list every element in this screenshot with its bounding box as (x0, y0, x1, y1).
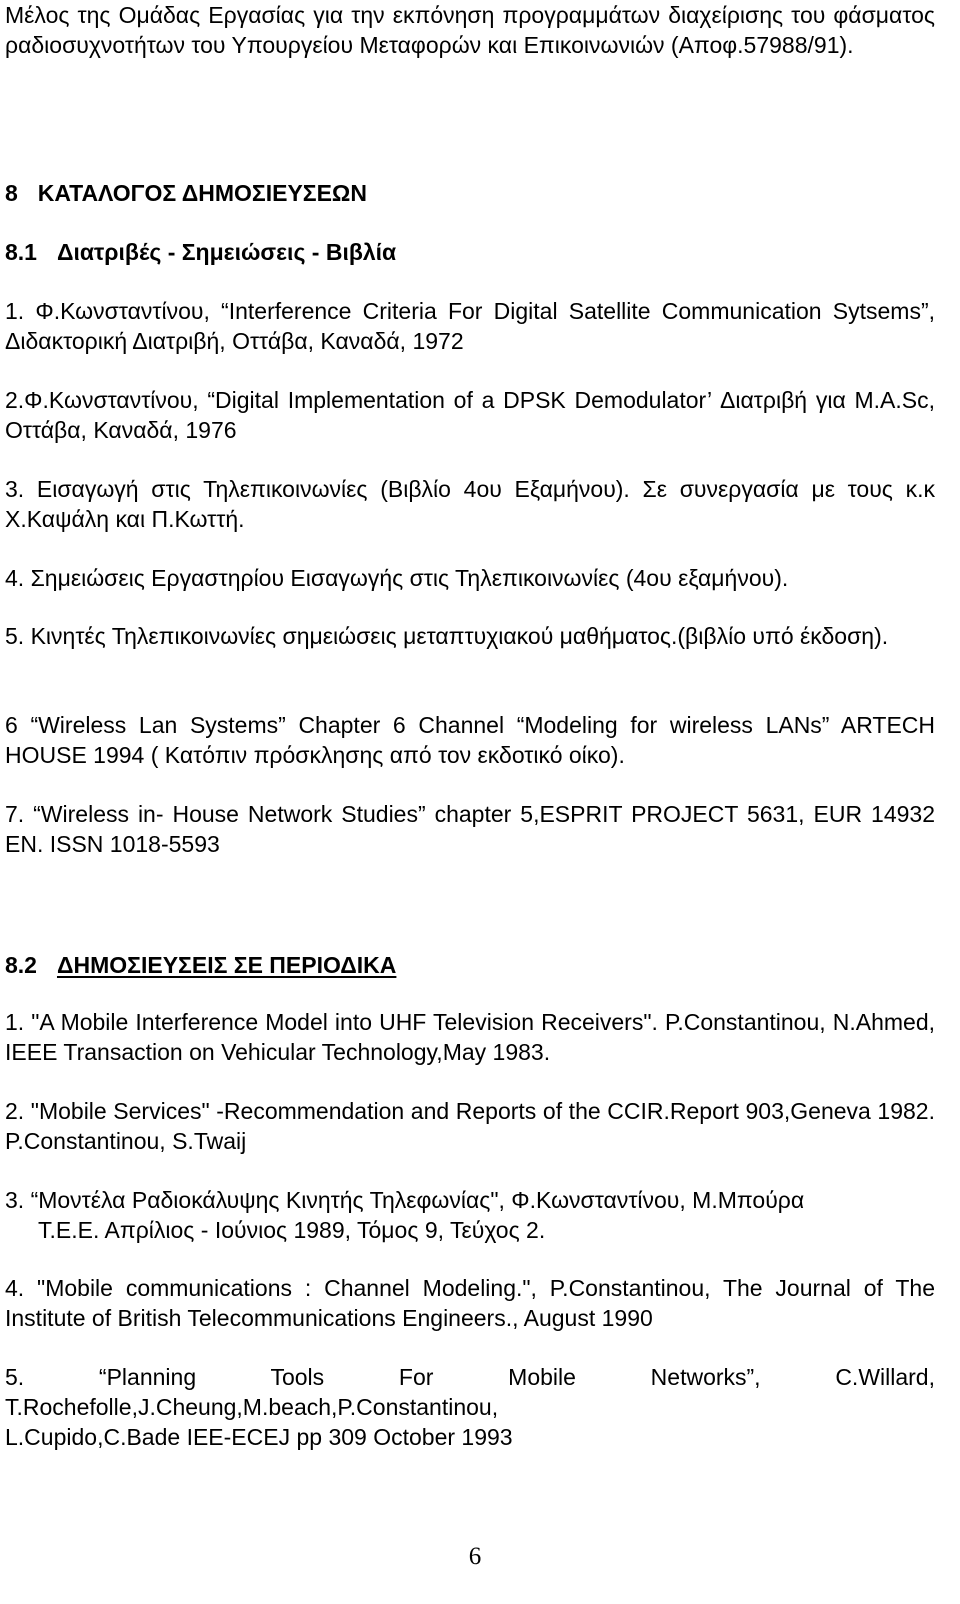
journal-item-5-line-1: 5. “Planning Tools For Mobile Networks”, C.Willard, (5, 1364, 935, 1390)
journal-item-3-line-2: Τ.Ε.Ε. Απρίλιος - Ιούνιος 1989, Τόμος 9, Τεύχος 2. (38, 1217, 546, 1243)
journal-item-3 (5, 1185, 935, 1245)
section-8-1-heading (5, 237, 396, 267)
notes-item-4: 4. Σημειώσεις Εργαστηρίου Εισαγωγής στις Τηλεπικοινωνίες (4ου εξαμήνου). (5, 565, 789, 591)
journal-item-2: 2. "Mobile Services" -Recommendation and Reports of the CCIR.Report 903,Geneva 1982. P.Constantinou, S.Twaij (5, 1098, 935, 1154)
study-item-7: 7. “Wireless in- House Network Studies” chapter 5,ESPRIT PROJECT 5631, EUR 14932 EN. ISSN 1018-5593 (5, 801, 935, 857)
section-8-2-heading (5, 950, 396, 980)
journal-item-3-line-1: 3. “Μοντέλα Ραδιοκάλυψης Κινητής Τηλεφωνίας", Φ.Κωνσταντίνου, Μ.Μπούρα (5, 1187, 805, 1213)
section-8-number: 8 (5, 180, 18, 206)
page-number: 6 (468, 1543, 482, 1570)
journal-item-5-line-2: T.Rochefolle,J.Cheung,M.beach,P.Constantinou, (5, 1394, 499, 1420)
journal-item-5 (5, 1362, 935, 1452)
section-8-1-number: 8.1 (5, 239, 37, 265)
thesis-item-2: 2.Φ.Κωνσταντίνου, “Digital Implementation of a DPSK Demodulator’ Διατριβή για Μ.Α.Sc, Οττάβα, Καναδά, 1976 (5, 387, 935, 443)
section-8-1-title: Διατριβές - Σημειώσεις - Βιβλία (56, 239, 397, 265)
section-8-2-title: ΔΗΜΟΣΙΕΥΣΕΙΣ ΣΕ ΠΕΡΙΟΔΙΚΑ (56, 952, 397, 978)
journal-item-5-line-3: L.Cupido,C.Bade IEE-ECEJ pp 309 October 1993 (5, 1424, 513, 1450)
journal-item-1: 1. "A Mobile Interference Model into UHF Television Receivers". P.Constantinou, N.Ahmed, IEEE Transaction on Vehicular Technology,May 1983. (5, 1009, 935, 1065)
section-8-title: ΚΑΤΑΛΟΓΟΣ ΔΗΜΟΣΙΕΥΣΕΩΝ (37, 180, 367, 206)
document-page (5, 0, 935, 1604)
thesis-item-1: 1. Φ.Κωνσταντίνου, “Interference Criteria For Digital Satellite Communication Sytsems”, Διδακτορική Διατριβή, Οττάβα, Καναδά, 1972 (5, 298, 935, 354)
section-8-2-number: 8.2 (5, 952, 37, 978)
section-8-heading (5, 178, 367, 208)
book-chapter-item-6: 6 “Wireless Lan Systems” Chapter 6 Channel “Modeling for wireless LANs” ARTECH HOUSE 1994 ( Κατόπιν πρόσκλησης από τον εκδοτικό οίκο). (5, 712, 935, 768)
intro-paragraph: Μέλος της Ομάδας Εργασίας για την εκπόνηση προγραμμάτων διαχείρισης του φάσματος ραδιοσυχνοτήτων του Υπουργείου Μεταφορών και Επικοινωνιών (Αποφ.57988/91). (5, 2, 935, 58)
book-item-3: 3. Εισαγωγή στις Τηλεπικοινωνίες (Βιβλίο 4ου Εξαμήνου). Σε συνεργασία με τους κ.κ Χ.Καψάλη και Π.Κωττή. (5, 476, 935, 532)
journal-item-4: 4. "Mobile communications : Channel Modeling.", P.Constantinou, The Journal of The Institute of British Telecommunications Engineers., August 1990 (5, 1275, 935, 1331)
notes-item-5: 5. Κινητές Τηλεπικοινωνίες σημειώσεις μεταπτυχιακού μαθήματος.(βιβλίο υπό έκδοση). (5, 623, 889, 649)
